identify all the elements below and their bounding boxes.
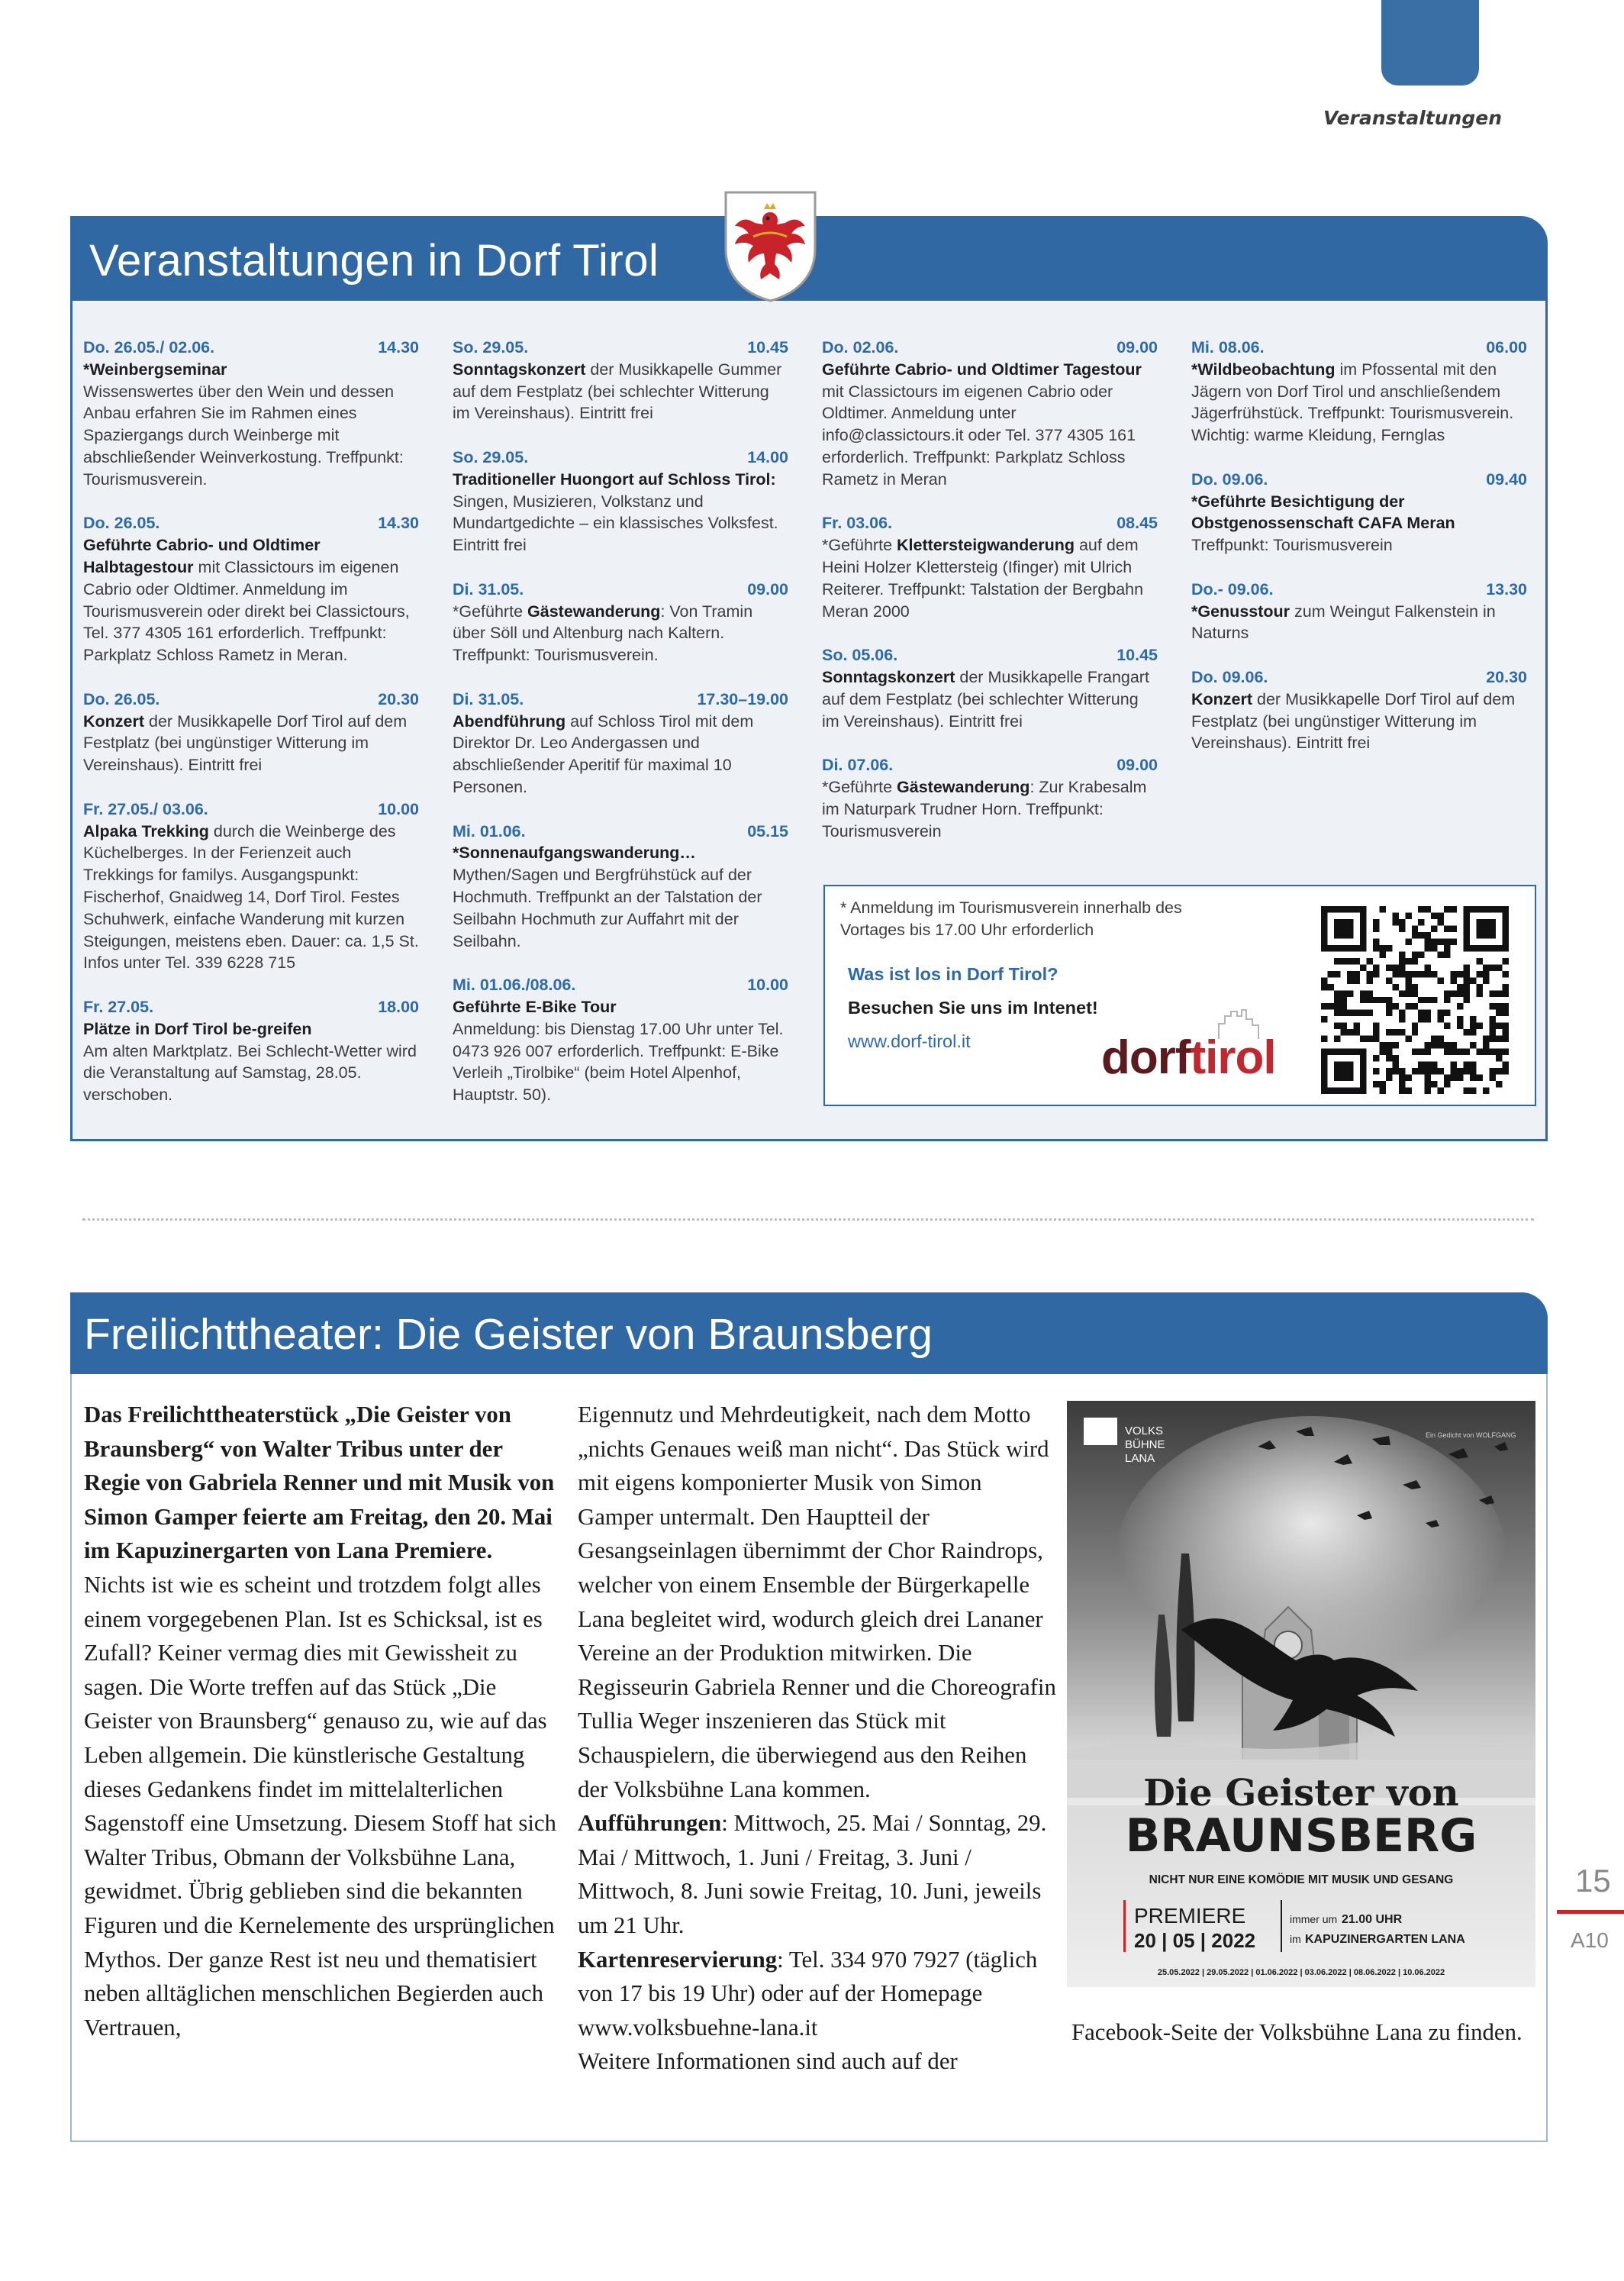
theatre-header — [70, 1292, 1548, 1374]
svg-text:PREMIERE: PREMIERE — [1134, 1904, 1246, 1928]
theatre-box — [70, 1292, 1548, 2142]
event-title: Traditioneller Huongort auf Schloss Tirol: — [453, 469, 776, 489]
event-title: Konzert — [1191, 689, 1253, 708]
event-date: Fr. 27.05. — [83, 997, 154, 1016]
reservation-label: Kartenreservierung — [578, 1946, 778, 1973]
event-date: Do. 26.05. — [83, 689, 160, 708]
event-description: zum Weingut Falkenstein in Naturns — [1191, 602, 1496, 643]
event-time: 09.00 — [1116, 756, 1158, 775]
qr-code-icon[interactable] — [1312, 906, 1518, 1094]
svg-text:BRAUNSBERG: BRAUNSBERG — [1125, 1809, 1477, 1863]
event-description: : Von Tramin über Söll und Altenburg nach Kaltern. Treffpunkt: Tourismusverein. — [453, 602, 753, 665]
events-column-3 — [822, 337, 1158, 864]
event-title: *Genusstour — [1191, 602, 1290, 621]
event-title: *Weinbergseminar — [83, 360, 227, 379]
reservation-text: : Tel. 334 970 7927 (täglich von 17 bis 19 Uhr) oder auf der Homepage www.volksbuehne-lana.it — [578, 1946, 1038, 2041]
events-column-4 — [1191, 337, 1527, 776]
performances-text: : Mittwoch, 25. Mai / Sonntag, 29. Mai / Mittwoch, 1. Juni / Freitag, 3. Juni / Mittwoch, 8. Juni sowie Freitag, 10. Juni, jeweils um 21 Uhr. — [578, 1810, 1047, 1938]
event-time: 14.30 — [378, 514, 419, 533]
event-date: Fr. 03.06. — [822, 514, 893, 533]
event-date: Di. 31.05. — [453, 689, 524, 708]
events-column-1 — [83, 337, 419, 1128]
event-item — [453, 447, 788, 557]
dorftirol-logo — [1101, 1008, 1307, 1092]
article-paragraph: Eigennutz und Mehrdeutigkeit, nach dem Motto „nichts Genaues weiß man nicht“. Das Stück wird mit eigens komponierter Musik von Simon Gamper untermalt. Den Hauptteil der Gesangseinlagen übernimmt der Chor Raindrops, welcher von einem Ensemble der Bürgerkapelle Lana begleitet wird, wodurch gleich drei Lananer Vereine an der Produktion mitwirken. Die Regisseurin Gabriela Renner und die Choreografin Tullia Weger inszenieren das Stück mit Schauspielern, die überwiegend aus den Reihen der Volksbühne Lana kommen. — [578, 1402, 1056, 1802]
event-date: Do. 02.06. — [822, 338, 899, 357]
event-time: 10.00 — [747, 976, 788, 995]
event-date: Do. 09.06. — [1191, 667, 1268, 686]
event-title: *Geführte Besichtigung der Obstgenossenschaft CAFA Meran — [1191, 492, 1455, 533]
tirol-crest-icon — [723, 189, 818, 304]
logo-wordmark: dorftirol — [1101, 1031, 1276, 1084]
event-title: Sonntagskonzert — [822, 667, 955, 686]
event-description: Treffpunkt: Tourismusverein — [1191, 536, 1393, 555]
event-description: der Musikkapelle Frangart auf dem Festplatz (bei schlechter Witterung im Vereinshaus). Eintritt frei — [822, 667, 1149, 731]
event-item — [453, 337, 788, 424]
event-title: Geführte E-Bike Tour — [453, 997, 617, 1016]
event-date: Fr. 27.05./ 03.06. — [83, 799, 208, 818]
article-column-1 — [84, 1398, 557, 2044]
event-time: 06.00 — [1486, 338, 1527, 357]
event-description: Anmeldung: bis Dienstag 17.00 Uhr unter Tel. 0473 926 007 erforderlich. Treffpunkt: E-Bike Verleih „Tirolbike“ (beim Hotel Alpenhof, Hauptstr. 50). — [453, 1019, 784, 1105]
event-time: 10.45 — [1116, 646, 1158, 665]
event-item — [453, 579, 788, 666]
event-date: Di. 07.06. — [822, 756, 894, 775]
event-time: 13.30 — [1486, 579, 1527, 598]
svg-text:25.05.2022 | 29.05.2022 | 01.0: 25.05.2022 | 29.05.2022 | 01.06.2022 | 03.06.2022 | 08.06.2022 | 10.06.2022 — [1157, 1968, 1445, 1977]
theatre-poster — [1067, 1401, 1535, 1987]
event-title: Konzert — [83, 711, 145, 731]
event-item — [83, 689, 419, 776]
event-date: Do.- 09.06. — [1191, 579, 1274, 598]
event-description: Mythen/Sagen und Bergfrühstück auf der Hochmuth. Treffpunkt an der Talstation der Seilbahn Hochmuth zur Auffahrt mit der Seilbahn. — [453, 866, 762, 950]
event-description: Wissenswertes über den Wein und dessen Anbau erfahren Sie im Rahmen eines Spaziergangs durch Weinberge mit abschließender Weinverkostung. Treffpunkt: Tourismusverein. — [83, 382, 404, 489]
event-date: Mi. 01.06. — [453, 821, 526, 840]
event-prefix: *Geführte — [822, 777, 893, 796]
poster-caption: Facebook-Seite der Volksbühne Lana zu finden. — [1071, 2019, 1522, 2045]
svg-text:VOLKS: VOLKS — [1125, 1424, 1164, 1437]
registration-note: * Anmeldung im Tourismusverein innerhalb des Vortages bis 17.00 Uhr erforderlich — [840, 899, 1182, 939]
svg-text:immer um: immer um — [1290, 1913, 1338, 1925]
event-item — [83, 512, 419, 666]
info-box — [823, 885, 1536, 1106]
website-link[interactable]: www.dorf-tirol.it — [848, 1031, 971, 1051]
event-item — [822, 512, 1158, 622]
svg-text:NICHT NUR EINE KOMÖDIE MIT MUS: NICHT NUR EINE KOMÖDIE MIT MUSIK UND GESANG — [1149, 1873, 1454, 1886]
event-time: 17.30–19.00 — [697, 689, 788, 708]
event-item — [822, 754, 1158, 842]
event-description: der Musikkapelle Gummer auf dem Festplatz (bei schlechter Witterung im Vereinshaus). Eintritt frei — [453, 360, 782, 423]
svg-text:20 | 05 | 2022: 20 | 05 | 2022 — [1134, 1929, 1256, 1952]
svg-text:BÜHNE: BÜHNE — [1125, 1438, 1165, 1451]
event-time: 10.45 — [747, 338, 788, 357]
events-column-2 — [453, 337, 788, 1128]
corner-tab — [1381, 0, 1479, 85]
event-date: So. 29.05. — [453, 447, 529, 466]
event-date: So. 05.06. — [822, 646, 898, 665]
poster-image — [1067, 1401, 1535, 1987]
event-item — [1191, 579, 1527, 644]
svg-text:21.00 UHR: 21.00 UHR — [1342, 1913, 1403, 1926]
event-time: 05.15 — [747, 821, 788, 840]
event-time: 08.45 — [1116, 514, 1158, 533]
event-time: 20.30 — [378, 689, 419, 708]
page-number-rule — [1557, 1910, 1624, 1914]
event-item — [453, 689, 788, 799]
event-title: Geführte Cabrio- und Oldtimer Halbtagestour — [83, 536, 321, 576]
event-item — [822, 644, 1158, 732]
event-date: Do. 26.05./ 02.06. — [83, 338, 215, 357]
event-description: auf Schloss Tirol mit dem Direktor Dr. Leo Andergassen und abschließender Aperitif für maximal 10 Personen. — [453, 711, 754, 796]
event-prefix: *Geführte — [822, 536, 893, 555]
event-time: 18.00 — [378, 997, 419, 1016]
event-item — [83, 337, 419, 491]
event-time: 10.00 — [378, 799, 419, 818]
event-description: durch die Weinberge des Küchelberges. In der Ferienzeit auch Trekkings for familys. Ausgangspunkt: Fischerhof, Gnaidweg 14, Dorf Tirol. Festes Schuhwerk, einfache Wanderung mit kurzen Steigungen, meistens eben. Dauer: ca. 1,5 St. Infos unter Tel. 339 6228 715 — [83, 821, 419, 973]
article-lead: Das Freilichttheaterstück „Die Geister von Braunsberg“ von Walter Tribus unter der Regie von Gabriela Renner und mit Musik von Simon Gamper feierte am Freitag, den 20. Mai im Kapuzinergarten von Lana Premiere. — [84, 1402, 555, 1564]
event-title: Alpaka Trekking — [83, 821, 209, 840]
event-description: der Musikkapelle Dorf Tirol auf dem Festplatz (bei ungünstiger Witterung im Vereinshaus). Eintritt frei — [83, 711, 408, 775]
svg-text:im: im — [1290, 1933, 1301, 1945]
event-description: Am alten Marktplatz. Bei Schlecht-Wetter wird die Veranstaltung auf Samstag, 28.05. verschoben. — [83, 1041, 417, 1105]
event-prefix: *Geführte — [453, 602, 524, 621]
more-info-text: Weitere Informationen sind auch auf der — [578, 2048, 958, 2075]
event-item — [1191, 337, 1527, 447]
event-date: Mi. 01.06./08.06. — [453, 976, 576, 995]
event-item — [1191, 469, 1527, 557]
events-box — [70, 216, 1548, 1141]
event-description: Singen, Musizieren, Volkstanz und Mundartgedichte – ein klassisches Volksfest. Eintritt frei — [453, 492, 778, 555]
event-date: Di. 31.05. — [453, 579, 524, 598]
event-title: Klettersteigwanderung — [897, 536, 1075, 555]
event-item — [1191, 666, 1527, 754]
article-paragraph: Nichts ist wie es scheint und trotzdem folgt alles einem vorgegebenen Plan. Ist es Schicksal, ist es Zufall? Keiner vermag dies mit Gewissheit zu sagen. Die Worte treffen auf das Stück „Die Geister von Braunsberg“ genauso zu, wie auf das Leben allgemein. Die künstlerische Gestaltung dieses Gedankens findet im mittelalterlichen Sagenstoff eine Umsetzung. Diesem Stoff hat sich Walter Tribus, Obmann der Volksbühne Lana, gewidmet. Übrig geblieben sind die bekannten Figuren und die Kernelemente des ursprünglichen Mythos. Der ganze Rest ist neu und thematisiert neben alltäglichen menschlichen Begierden auch Vertrauen, — [84, 1571, 556, 2041]
event-title: Gästewanderung — [527, 602, 661, 621]
event-description: der Musikkapelle Dorf Tirol auf dem Festplatz (bei ungünstiger Witterung im Vereinshaus). Eintritt frei — [1191, 689, 1516, 753]
section-divider — [82, 1218, 1534, 1221]
event-date: So. 29.05. — [453, 338, 529, 357]
event-description: mit Classictours im eigenen Cabrio oder Oldtimer. Anmeldung unter info@classictours.it oder Tel. 377 4305 161 erforderlich. Treffpunkt: Parkplatz Schloss Rametz in Meran — [822, 382, 1136, 489]
event-time: 09.00 — [747, 579, 788, 598]
event-date: Mi. 08.06. — [1191, 338, 1265, 357]
svg-text:LANA: LANA — [1125, 1452, 1155, 1465]
event-time: 20.30 — [1486, 667, 1527, 686]
article-column-2 — [578, 1398, 1060, 2079]
event-date: Do. 26.05. — [83, 514, 160, 533]
event-title: Gästewanderung — [897, 777, 1030, 796]
event-title: Plätze in Dorf Tirol be-greifen — [83, 1019, 312, 1038]
event-date: Do. 09.06. — [1191, 469, 1268, 489]
event-description: mit Classictours im eigenen Cabrio oder Oldtimer. Anmeldung im Tourismusverein oder direkt bei Classictours, Tel. 377 4305 161 erforderlich. Treffpunkt: Parkplatz Schloss Rametz in Meran. — [83, 557, 410, 665]
event-time: 14.30 — [378, 338, 419, 357]
event-description: : Zur Krabesalm im Naturpark Trudner Horn. Treffpunkt: Tourismusverein — [822, 777, 1147, 840]
page-code: A10 — [1571, 1928, 1609, 1952]
section-label: Veranstaltungen — [1323, 107, 1502, 129]
event-title: Geführte Cabrio- und Oldtimer Tagestour — [822, 360, 1142, 379]
event-time: 09.00 — [1116, 338, 1158, 357]
svg-text:KAPUZINERGARTEN LANA: KAPUZINERGARTEN LANA — [1305, 1933, 1465, 1946]
svg-text:Ein Gedicht von WOLFGANG: Ein Gedicht von WOLFGANG — [1426, 1431, 1516, 1439]
event-time: 14.00 — [747, 447, 788, 466]
event-item — [453, 974, 788, 1106]
performances-label: Aufführungen — [578, 1810, 722, 1837]
svg-text:Die Geister von: Die Geister von — [1143, 1772, 1459, 1815]
event-title: Abendführung — [453, 711, 566, 731]
page-number: 15 — [1575, 1863, 1611, 1899]
event-item — [822, 337, 1158, 491]
theatre-title: Freilichttheater: Die Geister von Braunsberg — [84, 1310, 933, 1359]
info-question: Was ist los in Dorf Tirol? — [848, 964, 1058, 984]
event-title: *Wildbeobachtung — [1191, 360, 1336, 379]
info-visit: Besuchen Sie uns im Intenet! — [848, 998, 1098, 1018]
event-time: 09.40 — [1486, 469, 1527, 489]
event-description: auf dem Heini Holzer Klettersteig (Ifinger) mit Ulrich Reiterer. Treffpunkt: Talstation der Bergbahn Meran 2000 — [822, 536, 1144, 621]
event-item — [83, 799, 419, 974]
event-title: Sonntagskonzert — [453, 360, 586, 379]
events-title: Veranstaltungen in Dorf Tirol — [89, 236, 659, 286]
event-description: im Pfossental mit den Jägern von Dorf Tirol und anschließendem Jägerfrühstück. Treffpunkt: Tourismusverein. Wichtig: warme Kleidung, Fernglas — [1191, 360, 1514, 445]
event-title: *Sonnenaufgangswanderung… — [453, 844, 696, 863]
event-item — [83, 996, 419, 1106]
event-item — [453, 821, 788, 953]
